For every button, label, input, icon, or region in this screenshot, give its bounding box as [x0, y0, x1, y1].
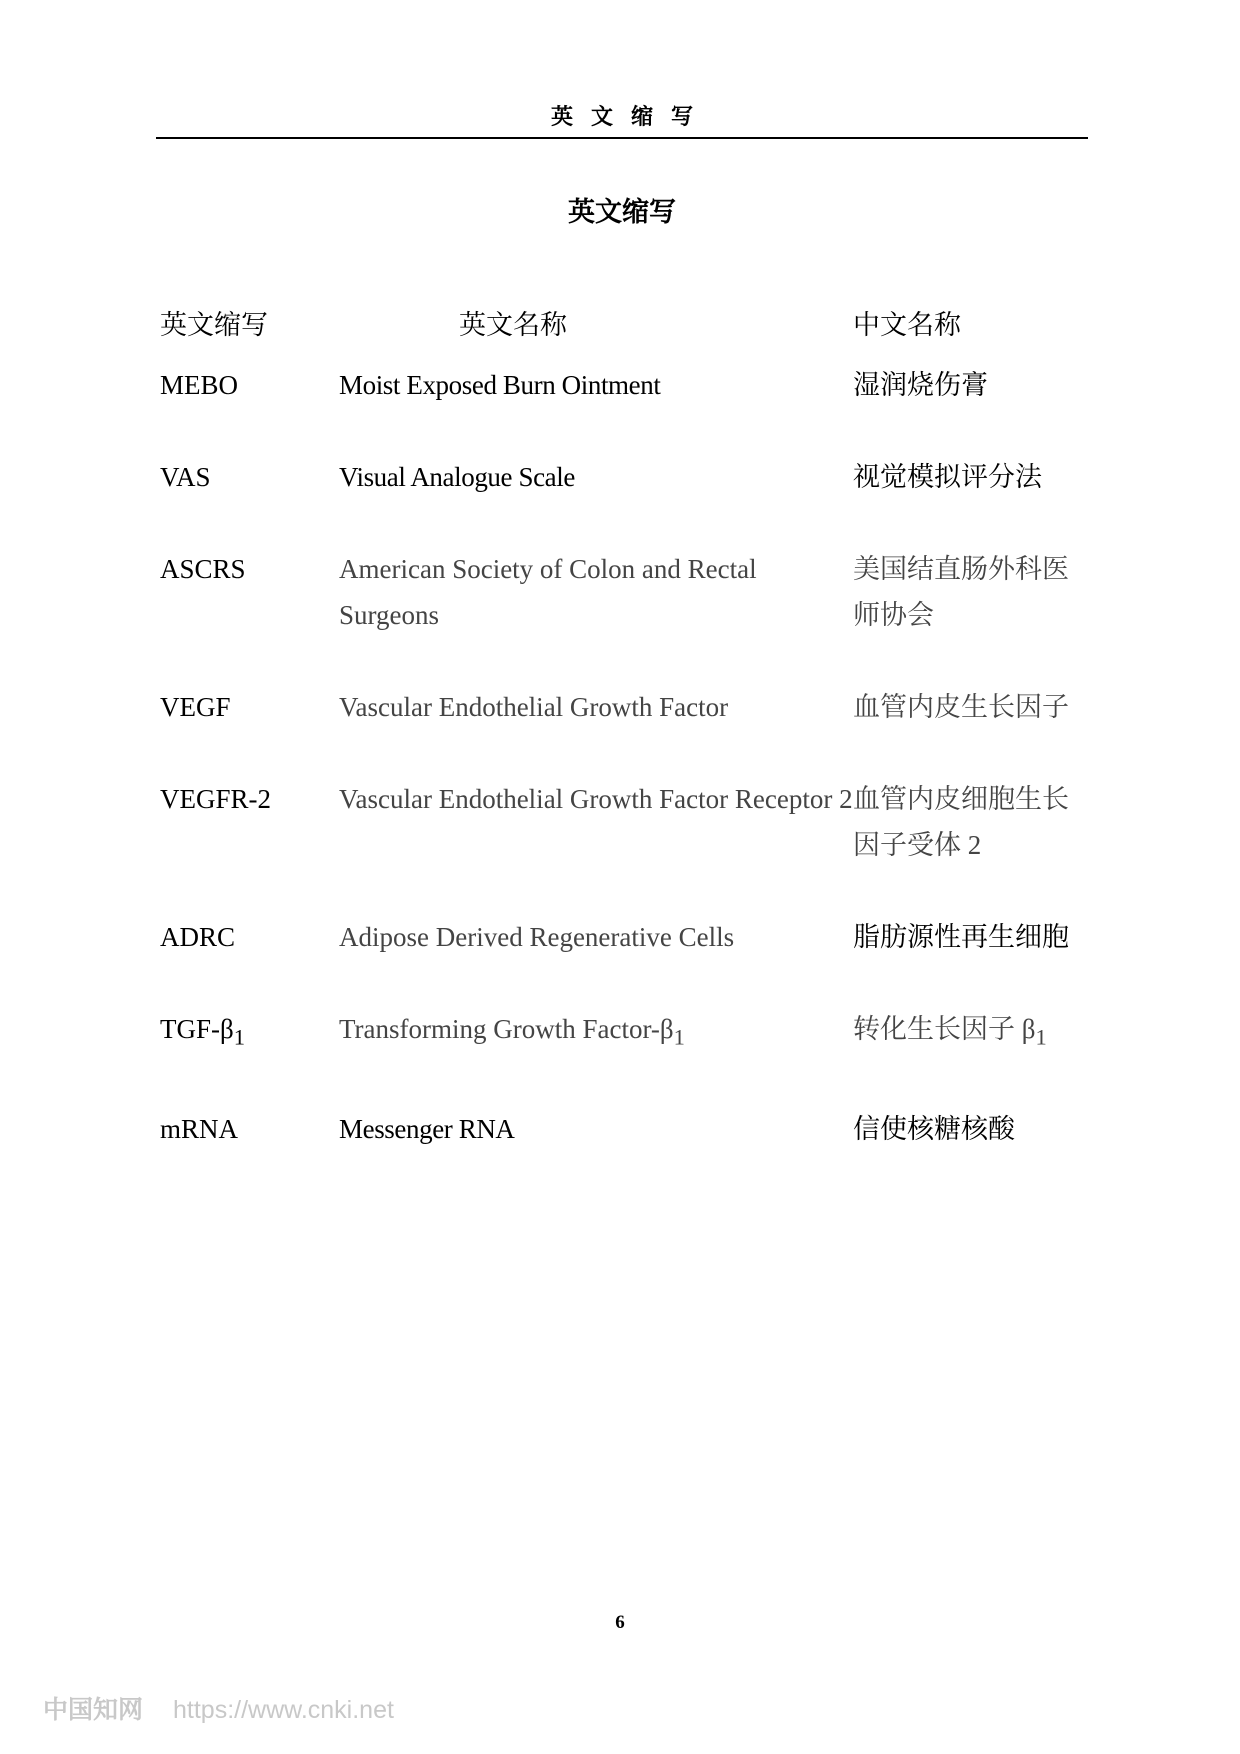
page-number: 6 [615, 1612, 625, 1633]
abbreviation: ASCRS [160, 554, 246, 584]
watermark-url: https://www.cnki.net [173, 1696, 394, 1724]
chinese-name: 血管内皮生长因子 [853, 692, 1069, 722]
abbreviation: MEBO [160, 370, 239, 400]
table-row [160, 684, 1090, 730]
english-name: Messenger RNA [339, 1114, 515, 1145]
chinese-name: 血管内皮细胞生长因子受体 2 [853, 784, 1069, 860]
abbreviation [160, 1006, 339, 1060]
chinese-name: 湿润烧伤膏 [853, 370, 988, 400]
abbreviation: VAS [160, 462, 211, 492]
abbreviation-text: TGF-β [160, 1014, 234, 1044]
watermark-brand: 中国知网 [43, 1696, 144, 1724]
abbreviation-table [160, 302, 1090, 1152]
chinese-name: 视觉模拟评分法 [853, 462, 1042, 492]
english-name: American Society of Colon and Rectal Surgeons [339, 554, 757, 630]
english-name: Adipose Derived Regenerative Cells [339, 922, 735, 952]
table-row [160, 1106, 1090, 1152]
header-abbreviation: 英文缩写 [160, 310, 268, 340]
abbreviation: VEGF [160, 692, 231, 722]
table-row [160, 362, 1090, 408]
chinese-name: 美国结直肠外科医师协会 [853, 554, 1069, 630]
chinese-name: 信使核糖核酸 [853, 1114, 1015, 1145]
english-name: Visual Analogue Scale [339, 462, 575, 492]
table-row [160, 546, 1090, 638]
abbreviation: ADRC [160, 922, 236, 952]
abbreviation: mRNA [160, 1114, 239, 1145]
header-rule [156, 137, 1088, 139]
chinese-name: 脂肪源性再生细胞 [853, 922, 1069, 952]
abbreviation-subscript: 1 [233, 1024, 245, 1050]
running-header: 英文缩写 [550, 104, 711, 129]
english-name-subscript: 1 [673, 1024, 685, 1050]
table-header-row [160, 302, 1090, 348]
chinese-name-text: 转化生长因子 β [853, 1014, 1036, 1044]
english-name: Vascular Endothelial Growth Factor [339, 692, 729, 722]
header-english-name: 英文名称 [459, 310, 567, 340]
table-row [160, 776, 1090, 868]
chinese-name-subscript: 1 [1035, 1024, 1047, 1050]
header-chinese-name: 中文名称 [853, 310, 961, 340]
english-name: Vascular Endothelial Growth Factor Receptor 2 [339, 784, 853, 814]
english-name [339, 1006, 853, 1060]
chinese-name [853, 1006, 1090, 1060]
abbreviation: VEGFR-2 [160, 784, 272, 814]
table-row [160, 454, 1090, 500]
watermark [43, 1690, 394, 1726]
english-name: Moist Exposed Burn Ointment [339, 370, 661, 400]
page-title: 英文缩写 [568, 197, 676, 227]
table-row [160, 914, 1090, 960]
english-name-text: Transforming Growth Factor-β [339, 1014, 674, 1044]
table-row [160, 1006, 1090, 1060]
